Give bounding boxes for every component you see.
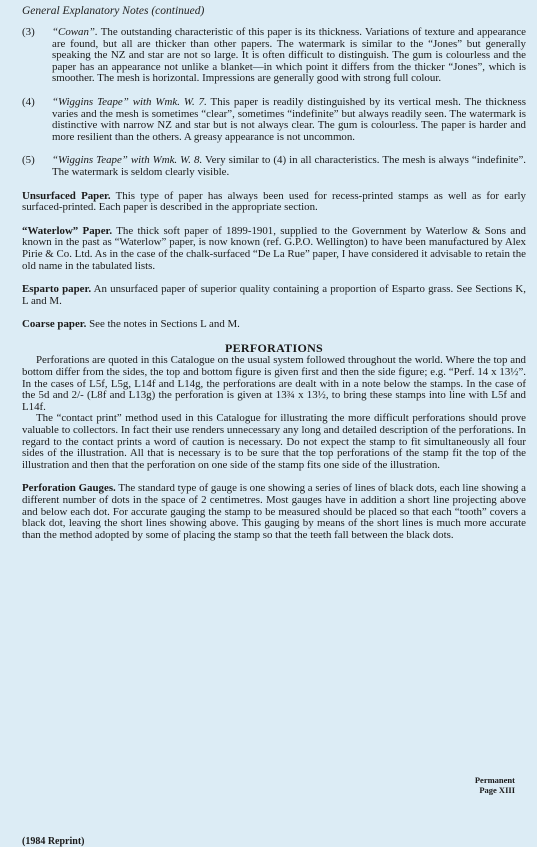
item-number: (4) [22,95,35,108]
running-head: General Explanatory Notes (continued) [22,5,205,17]
item-body [52,155,526,178]
paragraph-text: This type of paper has always been used for recess-printed stamps as well as for early surfaced-printed. Each paper is described in the appropriate section. [22,189,526,214]
perforations-paragraph: Perforations are quoted in this Catalogue on the usual system followed throughout the world. Where the top and bottom differ from the sides, the top and bottom figure is given first and then the side figure; e.g. “Perf. 14 x 13½”. In the cases of L5f, L5g, L14f and L14g, the perforations are dealt with in a note below the stamps. In the case of the 5d and 2/- (L8f and L13g) the perforation is given at 13¾ x 13½, to bring these stamps into line with L5f and L14f. [22,354,526,413]
contact-print-paragraph: The “contact print” method used in this Catalogue for illustrating the more difficult perforations should prove valuable to collectors. In fact their use renders unnecessary any long and detailed description of the perforations. In regard to the contact prints a word of caution is necessary. Do not expect the stamp to fit simultaneously all four sides of the illustration. All that is necessary is to be sure that the top perforations of the stamp fit the top of the illustration and then that the perforation on one side of the stamp fits one side of the illustration. [22,412,526,471]
item-lead: “Wiggins Teape” with Wmk. W. 7. [52,95,207,108]
reprint-note: (1984 Reprint) [22,836,85,847]
coarse-paper-paragraph [22,319,526,331]
item-number: (5) [22,154,35,167]
item-text: This paper is readily distinguished by its vertical mesh. The thickness varies and the mesh is sometimes “clear”, sometimes “indefinite” but always readily seen. The watermark is distinctive with narrow NZ and star but is not always clear. The gum is colourless. The paper is harder and more resilient than the others. A greasy appearance is not uncommon. [52,95,526,143]
permanent-label: Permanent [474,775,515,785]
paragraph-lead: Unsurfaced Paper. [22,189,111,202]
unsurfaced-paper-paragraph [22,191,526,214]
section-heading: PERFORATIONS [224,340,324,355]
page-body [22,27,526,553]
item-lead: “Wiggins Teape” with Wmk. W. 8. [52,154,203,167]
paper-type-item [22,27,526,85]
page-number-block [475,775,515,795]
item-text: The outstanding characteristic of this paper is its thickness. Variations of texture and appearance are found, but all are thicker than other papers. The watermark is similar to the “Jones” but generally speaking the NZ and star are not so large. It is often difficult to distinguish. The gum is colourless and the paper has an appearance not unlike a blanket—in which point it differs from the thicker “Jones”, which is smoother. The mesh is horizontal. Impressions are generally good with strong full colour. [52,26,526,85]
paper-type-item [22,155,526,178]
paragraph-lead: “Waterlow” Paper. [22,224,113,237]
paper-type-item [22,97,526,143]
item-text: Very similar to (4) in all characteristics. The mesh is always “indefinite”. The watermark is seldom clearly visible. [52,154,527,178]
perforation-gauges-paragraph [22,483,526,541]
esparto-paper-paragraph [22,284,526,307]
paragraph-text: The standard type of gauge is one showing a series of lines of black dots, each line showing a different number of dots in the space of 2 centimetres. Most gauges have in addition a short line projecting above and below each dot. For accurate gauging the stamp to be measured should be placed so that each “tooth” covers a black dot, leaving the short lines showing above. This gauging by means of the short lines is much more accurate than the method adopted by some of placing the stamp so that the teeth fall between the black dots. [22,482,526,541]
paragraph-lead: Coarse paper. [22,318,87,331]
waterlow-paper-paragraph [22,226,526,272]
paragraph-text: See the notes in Sections L and M. [86,318,240,331]
paragraph-lead: Perforation Gauges. [22,482,116,495]
paragraph-text: The thick soft paper of 1899-1901, supplied to the Government by Waterlow & Sons and known in the past as “Waterlow” paper, is now known (ref. G.P.O. Wellington) to have been manufactured by Alex Pirie & Co. Ltd. As in the case of the chalk-surfaced “De La Rue” paper, I have considered it advisable to retain the old name in the tabulated lists. [22,224,526,272]
item-number: (3) [22,26,35,38]
paragraph-text: An unsurfaced paper of superior quality containing a proportion of Esparto grass. See Sections K, L and M. [22,283,526,307]
paragraph-lead: Esparto paper. [22,283,92,296]
item-lead: “Cowan”. [52,26,98,38]
item-body [52,97,526,143]
page-number: Page XIII [479,785,515,795]
item-body [52,27,526,85]
